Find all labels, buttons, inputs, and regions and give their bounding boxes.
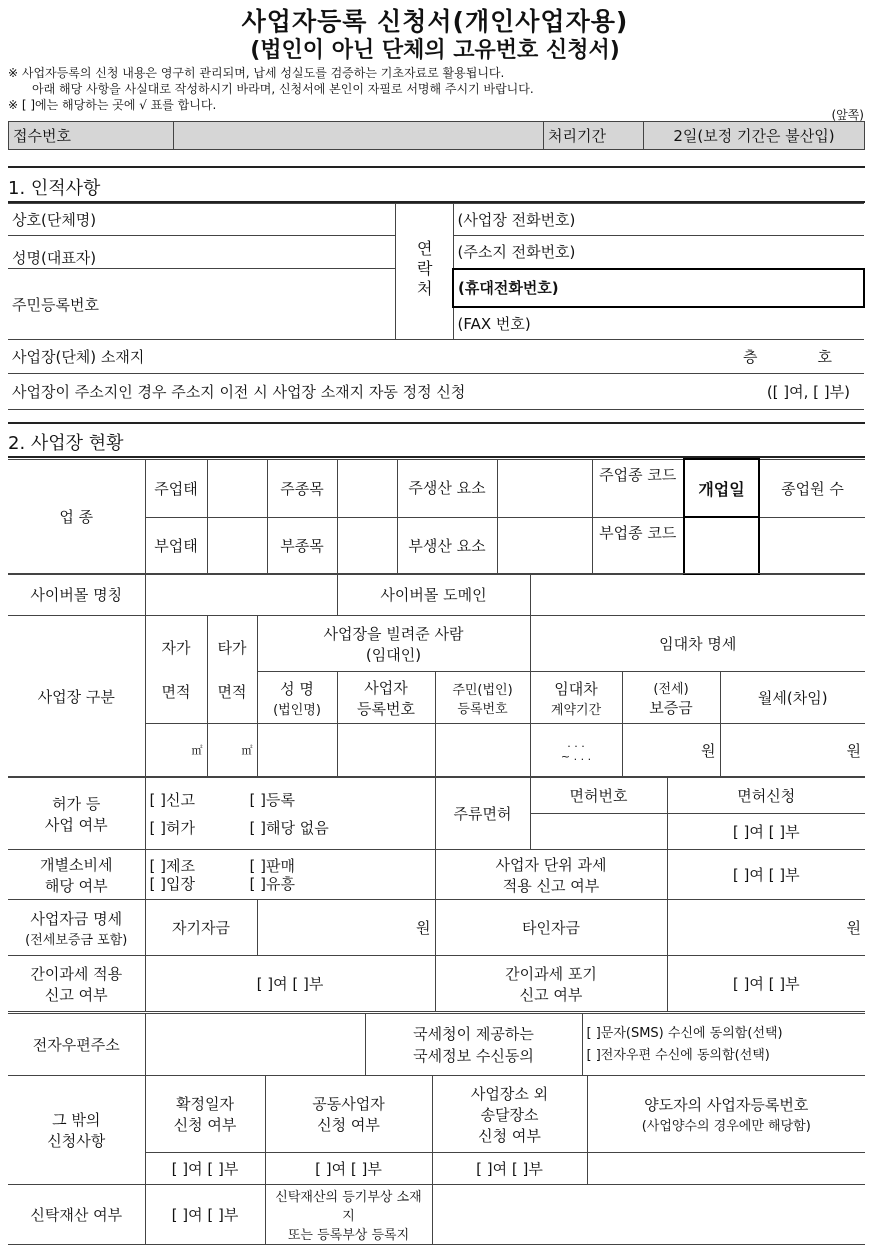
lessor-bizno-label: 사업자 등록번호 [337, 672, 435, 724]
fund-label: 사업자금 명세 (전세보증금 포함) [8, 900, 145, 956]
opt-sale[interactable]: [ ]판매 [249, 856, 295, 875]
processing-value: 2일(보정 기간은 불산입) [644, 122, 865, 150]
main-type-value[interactable] [207, 459, 267, 517]
form-subtitle: (법인이 아닌 단체의 고유번호 신청서) [250, 38, 620, 63]
simple-apply-options[interactable]: [ ]여 [ ]부 [145, 956, 435, 1012]
trust-loc-value[interactable] [432, 1185, 865, 1245]
industry-label: 업 종 [8, 459, 145, 574]
employees-label: 종업원 수 [759, 459, 865, 517]
opt-report[interactable]: [ ]신고 [149, 790, 195, 809]
opt-ent[interactable]: [ ]유흥 [249, 874, 295, 893]
trust-loc-label: 신탁재산의 등기부상 소재지 또는 등록부상 등록지 [265, 1185, 432, 1245]
form-title: 사업자등록 신청서(개인사업자용) [241, 7, 629, 36]
sub-prod-label: 부생산 요소 [397, 517, 497, 574]
deposit-label: (전세) 보증금 [622, 672, 720, 724]
notes [8, 65, 534, 113]
liquor-label: 주류면허 [435, 778, 530, 850]
floor-label: 층 [743, 348, 758, 366]
lease-period-label: 임대차 계약기간 [530, 672, 622, 724]
sub-type-value[interactable] [207, 517, 267, 574]
simple-waive-options[interactable]: [ ]여 [ ]부 [667, 956, 865, 1012]
section1-title: 1. 인적사항 [8, 178, 101, 199]
biz-phone-field[interactable]: (사업장 전화번호) [453, 204, 864, 236]
main-type-label: 주업태 [145, 459, 207, 517]
name-field[interactable]: 성명(대표자) [8, 236, 395, 269]
other-fund-label: 타인자금 [435, 900, 667, 956]
extra-table [8, 1075, 865, 1245]
rent-area-value[interactable]: ㎡ [207, 724, 257, 777]
unit-label: 호 [817, 348, 832, 366]
own-fund-value[interactable]: 원 [257, 900, 435, 956]
opt-register[interactable]: [ ]등록 [249, 790, 295, 809]
own-fund-label: 자기자금 [145, 900, 257, 956]
auto-update-options[interactable]: ([ ]여, [ ]부) [766, 383, 850, 401]
confirm-date-options[interactable]: [ ]여 [ ]부 [145, 1153, 265, 1185]
trust-label: 신탁재산 여부 [8, 1185, 145, 1245]
receipt-no-label: 접수번호 [9, 122, 174, 150]
license-apply-options[interactable]: [ ]여 [ ]부 [667, 814, 865, 850]
section2-title: 2. 사업장 현황 [8, 433, 124, 454]
joint-label: 공동사업자 신청 여부 [265, 1076, 432, 1153]
processing-label: 처리기간 [544, 122, 644, 150]
permit-options[interactable] [145, 778, 435, 850]
main-code-label: 주업종 코드 [592, 459, 684, 517]
trust-options[interactable]: [ ]여 [ ]부 [145, 1185, 265, 1245]
other-label: 그 밖의 신청사항 [8, 1076, 145, 1185]
lease-period-value[interactable]: . . . ~ . . . [530, 724, 622, 777]
main-prod-label: 주생산 요소 [397, 459, 497, 517]
excise-options[interactable] [145, 850, 435, 900]
front-label: (앞쪽) [831, 108, 864, 122]
delivery-options[interactable]: [ ]여 [ ]부 [432, 1153, 587, 1185]
employees-value[interactable] [759, 517, 865, 574]
sms-consent[interactable]: [ ]문자(SMS) 수신에 동의함(선택) [586, 1025, 783, 1041]
sub-item-label: 부종목 [267, 517, 337, 574]
open-date-label: 개업일 [684, 459, 759, 517]
business-table [8, 573, 865, 777]
cyber-domain-label: 사이버몰 도메인 [337, 574, 530, 616]
other-table [8, 1013, 865, 1076]
permit-table [8, 777, 865, 1012]
unit-tax-options[interactable]: [ ]여 [ ]부 [667, 850, 865, 900]
receipt-no-value[interactable] [174, 122, 544, 150]
excise-label: 개별소비세 해당 여부 [8, 850, 145, 900]
lessor-name-label: 성 명 (법인명) [257, 672, 337, 724]
location-row[interactable] [8, 340, 864, 374]
fax-field[interactable]: (FAX 번호) [453, 307, 864, 340]
sub-type-label: 부업태 [145, 517, 207, 574]
location-label: 사업장(단체) 소재지 [12, 348, 145, 366]
trade-name-field[interactable]: 상호(단체명) [8, 204, 395, 236]
note-3: ※ [ ]에는 해당하는 곳에 √ 표를 합니다. [8, 98, 217, 112]
email-label: 전자우편주소 [8, 1014, 145, 1076]
contact-label: 연락처 [395, 204, 453, 340]
license-no-label: 면허번호 [530, 778, 667, 814]
open-date-value[interactable] [684, 517, 759, 574]
sub-code-label: 부업종 코드 [592, 517, 684, 574]
other-fund-value[interactable]: 원 [667, 900, 865, 956]
transferor-value[interactable] [587, 1153, 865, 1185]
sub-prod-value[interactable] [497, 517, 592, 574]
lessor-bizno-value[interactable] [337, 724, 435, 777]
lessor-id-value[interactable] [435, 724, 530, 777]
unit-tax-label: 사업자 단위 과세 적용 신고 여부 [435, 850, 667, 900]
simple-waive-label: 간이과세 포기 신고 여부 [435, 956, 667, 1012]
monthly-value[interactable]: 원 [720, 724, 865, 777]
mobile-field[interactable]: (휴대전화번호) [453, 269, 864, 307]
license-no-value[interactable] [530, 814, 667, 850]
opt-entry[interactable]: [ ]입장 [149, 874, 195, 893]
email-value[interactable] [145, 1014, 365, 1076]
delivery-label: 사업장소 외 송달장소 신청 여부 [432, 1076, 587, 1153]
monthly-label: 월세(차임) [720, 672, 865, 724]
opt-mfg[interactable]: [ ]제조 [149, 856, 195, 875]
note-2: 아래 해당 사항을 사실대로 작성하시기 바라며, 신청서에 본인이 자필로 서명해 주시기 바랍니다. [32, 82, 534, 96]
email-consent[interactable]: [ ]전자우편 수신에 동의함(선택) [586, 1047, 770, 1063]
opt-permit[interactable]: [ ]허가 [149, 818, 195, 837]
transferor-label: 양도자의 사업자등록번호 (사업양수의 경우에만 해당함) [587, 1076, 865, 1153]
nts-info-label: 국세청이 제공하는 국세정보 수신동의 [365, 1014, 582, 1076]
main-item-value[interactable] [337, 459, 397, 517]
lessor-id-label: 주민(법인) 등록번호 [435, 672, 530, 724]
own-area-value[interactable]: ㎡ [145, 724, 207, 777]
auto-update-label: 사업장이 주소지인 경우 주소지 이전 시 사업장 소재지 자동 정정 신청 [12, 383, 466, 401]
industry-table [8, 458, 865, 575]
section1-table [8, 203, 865, 410]
divider [8, 422, 865, 424]
resident-no-field[interactable]: 주민등록번호 [8, 269, 395, 340]
place-type-label: 사업장 구분 [8, 616, 145, 777]
consent-options[interactable] [582, 1014, 865, 1076]
main-item-label: 주종목 [267, 459, 337, 517]
confirm-date-label: 확정일자 신청 여부 [145, 1076, 265, 1153]
own-area-label: 자가 면적 [145, 616, 207, 724]
divider [8, 166, 865, 168]
deposit-value[interactable]: 원 [622, 724, 720, 777]
cyber-domain-value[interactable] [530, 574, 865, 616]
sub-item-value[interactable] [337, 517, 397, 574]
lessor-label: 사업장을 빌려준 사람 (임대인) [257, 616, 530, 672]
header-table [8, 121, 865, 150]
cyber-name-value[interactable] [145, 574, 337, 616]
simple-apply-label: 간이과세 적용 신고 여부 [8, 956, 145, 1012]
opt-none[interactable]: [ ]해당 없음 [249, 818, 329, 837]
home-phone-field[interactable]: (주소지 전화번호) [453, 236, 864, 269]
rent-area-label: 타가 면적 [207, 616, 257, 724]
main-prod-value[interactable] [497, 459, 592, 517]
lessor-name-value[interactable] [257, 724, 337, 777]
license-apply-label: 면허신청 [667, 778, 865, 814]
auto-update-row[interactable] [8, 374, 864, 410]
lease-detail-label: 임대차 명세 [530, 616, 865, 672]
joint-options[interactable]: [ ]여 [ ]부 [265, 1153, 432, 1185]
permit-label: 허가 등 사업 여부 [8, 778, 145, 850]
cyber-name-label: 사이버몰 명칭 [8, 574, 145, 616]
note-1: ※ 사업자등록의 신청 내용은 영구히 관리되며, 납세 성실도를 검증하는 기초자료로 활용됩니다. [8, 66, 505, 80]
